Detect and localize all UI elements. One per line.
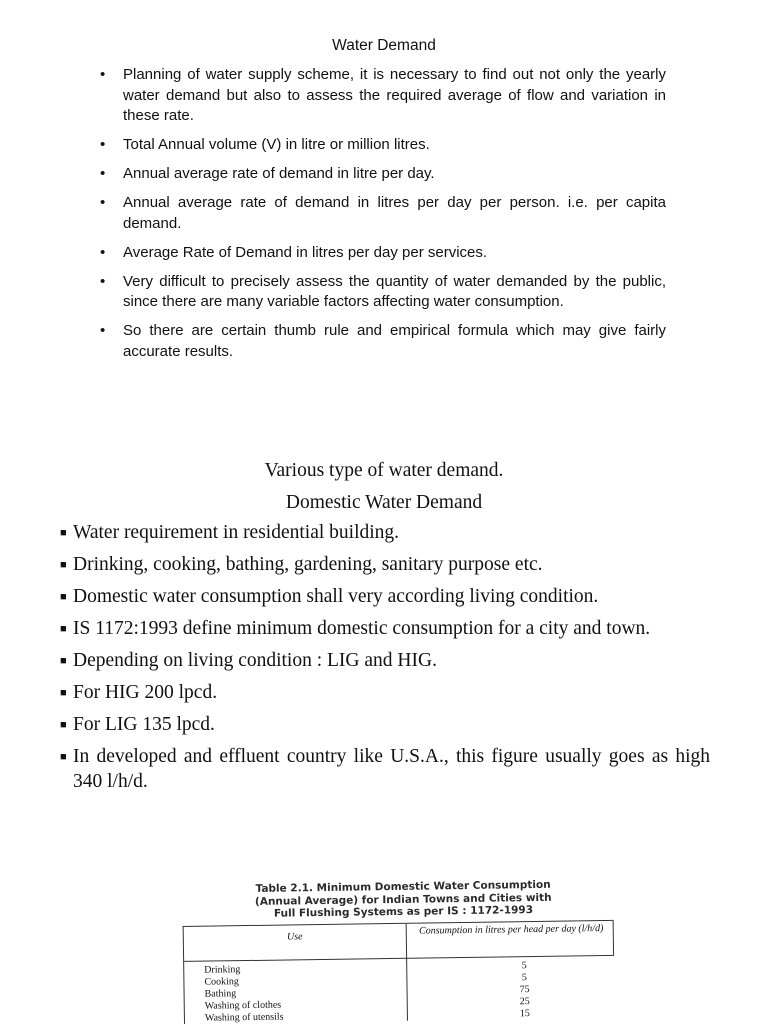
bullet-item: ■ Water requirement in residential building.	[60, 522, 400, 543]
consumption-table	[183, 920, 616, 1024]
domestic-water-demand-slide	[0, 455, 768, 802]
table-right-border	[613, 921, 614, 955]
bullet-dot-icon: •	[100, 165, 106, 182]
square-bullet-icon: ■	[60, 655, 67, 667]
bullet-item: • Annual average rate of demand in litre per day.	[100, 164, 666, 185]
bullet-item: • Total Annual volume (V) in litre or million litres.	[100, 135, 666, 156]
table-caption: Table 2.1. Minimum Domestic Water Consumption (Annual Average) for Indian Towns and Cities with Full Flushing Systems as per IS : 1172-1993	[254, 878, 552, 920]
bullet-item: • Annual average rate of demand in litres per day per person. i.e. per capita demand.	[100, 194, 666, 232]
square-bullet-icon: ■	[60, 591, 67, 603]
bullet-item: ■ For HIG 200 lpcd.	[60, 682, 218, 703]
bullet-item: ■ IS 1172:1993 define minimum domestic consumption for a city and town.	[60, 618, 651, 639]
square-bullet-icon: ■	[60, 559, 67, 571]
bullet-dot-icon: •	[100, 136, 106, 153]
section-heading: Various type of water demand.	[264, 460, 504, 481]
column-header-use: Use	[286, 931, 303, 943]
bullet-dot-icon: •	[100, 194, 106, 211]
square-bullet-icon: ■	[60, 527, 67, 539]
bullet-item: ■ In developed and effluent country like U.S.A., this figure usually goes as high 340 l/h/d.	[60, 746, 710, 792]
square-bullet-icon: ■	[60, 751, 67, 763]
square-bullet-icon: ■	[60, 623, 67, 635]
square-bullet-icon: ■	[60, 687, 67, 699]
consumption-table-image	[178, 874, 620, 1024]
water-demand-slide	[0, 0, 768, 420]
bullet-item: ■ For LIG 135 lpcd.	[60, 714, 215, 735]
table-row: Drinking 5	[204, 960, 527, 976]
column-header-consumption: Consumption in litres per head per day (l/h/d)	[418, 923, 604, 937]
table-row: Bathing 75	[204, 984, 530, 1000]
table-row: Washing of clothes 25	[204, 996, 530, 1012]
bullet-item: ■ Depending on living condition : LIG and HIG.	[60, 650, 437, 671]
square-bullet-icon: ■	[60, 719, 67, 731]
water-demand-bullet-list	[100, 65, 666, 371]
table-row: Washing of utensils 15	[204, 1008, 530, 1024]
bullet-dot-icon: •	[100, 322, 106, 339]
bullet-dot-icon: •	[100, 243, 106, 261]
bullet-item: ■ Domestic water consumption shall very according living condition.	[60, 586, 599, 607]
bullet-item: • Planning of water supply scheme, it is necessary to find out not only the yearly water demand but also to assess the required average of flow and variation in these rate.	[100, 66, 666, 124]
section-subheading: Domestic Water Demand	[285, 492, 483, 513]
bullet-item: • Average Rate of Demand in litres per day per services.	[100, 243, 666, 264]
table-row: Cooking 5	[204, 972, 527, 988]
bullet-dot-icon: •	[100, 272, 106, 290]
bullet-dot-icon: •	[100, 66, 106, 83]
slide-title: Water Demand	[332, 37, 436, 54]
bullet-item: • So there are certain thumb rule and empirical formula which may give fairly accurate results.	[100, 322, 666, 360]
domestic-demand-bullet-list	[60, 521, 710, 794]
bullet-item: ■ Drinking, cooking, bathing, gardening, sanitary purpose etc.	[60, 554, 543, 575]
bullet-item: • Very difficult to precisely assess the quantity of water demanded by the public, since there are many variable factors affecting water consumption.	[100, 272, 666, 310]
